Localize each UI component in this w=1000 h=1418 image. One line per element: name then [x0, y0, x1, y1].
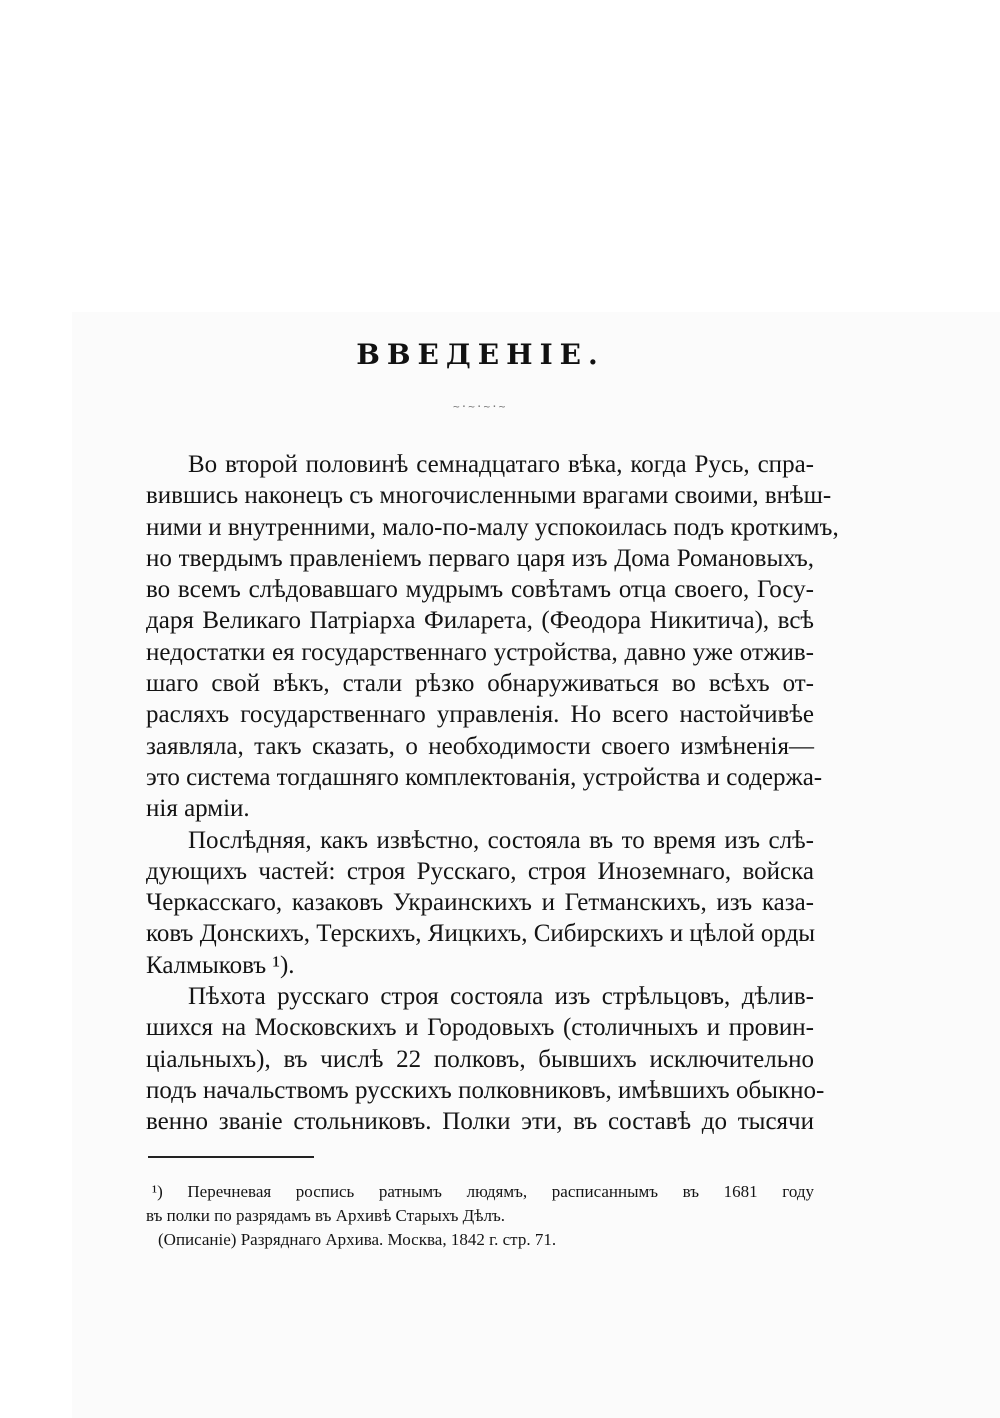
page-title: ВВЕДЕНІЕ. — [356, 338, 605, 371]
paragraph-3 — [146, 981, 825, 1137]
footnote-line: въ полки по разрядамъ въ Архивѣ Старыхъ Дѣлъ. — [146, 1206, 506, 1225]
text-line: заявляла, такъ сказать, о необходимости своего измѣненія— — [146, 732, 814, 760]
text-line: Пѣхота русскаго строя состояла изъ стрѣльцовъ, дѣлив- — [188, 983, 814, 1011]
text-line: даря Великаго Патріарха Филарета, (Феодора Никитича), всѣ — [146, 607, 814, 635]
text-line: расляхъ государственнаго управленія. Но всего настойчивѣе — [146, 701, 814, 729]
footnote-divider — [148, 1156, 314, 1158]
text-line: во всемъ слѣдовавшаго мудрымъ совѣтамъ отца своего, Госу- — [146, 576, 814, 604]
text-line: Черкасскаго, казаковъ Украинскихъ и Гетманскихъ, изъ каза- — [146, 889, 814, 917]
paragraph-2 — [146, 825, 814, 981]
footnote-line: ¹) Перечневая роспись ратнымъ людямъ, расписаннымъ въ 1681 году — [152, 1182, 814, 1201]
text-line: ними и внутренними, мало-по-малу успокоилась подъ кроткимъ, — [146, 513, 839, 541]
text-line: шаго свой вѣкъ, стали рѣзко обнаруживаться во всѣхъ от- — [146, 670, 814, 698]
text-line: но твердымъ правленіемъ перваго царя изъ Дома Романовыхъ, — [146, 544, 814, 572]
title-ornament: ~·~·~·~ — [453, 400, 507, 413]
text-line: дующихъ частей: строя Русскаго, строя Иноземнаго, войска — [146, 857, 814, 885]
text-line: венно званіе стольниковъ. Полки эти, въ составѣ до тысячи — [146, 1108, 814, 1136]
text-line: нія арміи. — [146, 795, 250, 823]
text-line: это система тогдашняго комплектованія, устройства и содержа- — [146, 763, 823, 791]
text-line: подъ начальствомъ русскихъ полковниковъ, имѣвшихъ обыкно- — [146, 1076, 825, 1104]
text-line: вившись наконецъ съ многочисленными врагами своими, внѣш- — [146, 482, 832, 510]
text-line: недостатки ея государственнаго устройства, давно уже отжив- — [146, 638, 814, 666]
footnote — [146, 1180, 814, 1252]
paragraph-1 — [146, 449, 839, 825]
text-line: ціальныхъ), въ числѣ 22 полковъ, бывшихъ исключительно — [146, 1045, 814, 1073]
text-line: ковъ Донскихъ, Терскихъ, Яицкихъ, Сибирскихъ и цѣлой орды — [146, 920, 816, 948]
text-line: шихся на Московскихъ и Городовыхъ (столичныхъ и провин- — [146, 1014, 814, 1042]
text-line: Калмыковъ ¹). — [146, 951, 295, 979]
footnote-line: (Описаніе) Разряднаго Архива. Москва, 1842 г. стр. 71. — [158, 1230, 557, 1249]
text-line: Во второй половинѣ семнадцатаго вѣка, когда Русь, спра- — [188, 451, 814, 478]
text-line: Послѣдняя, какъ извѣстно, состояла въ то время изъ слѣ- — [188, 826, 814, 854]
body-text — [146, 449, 839, 1138]
